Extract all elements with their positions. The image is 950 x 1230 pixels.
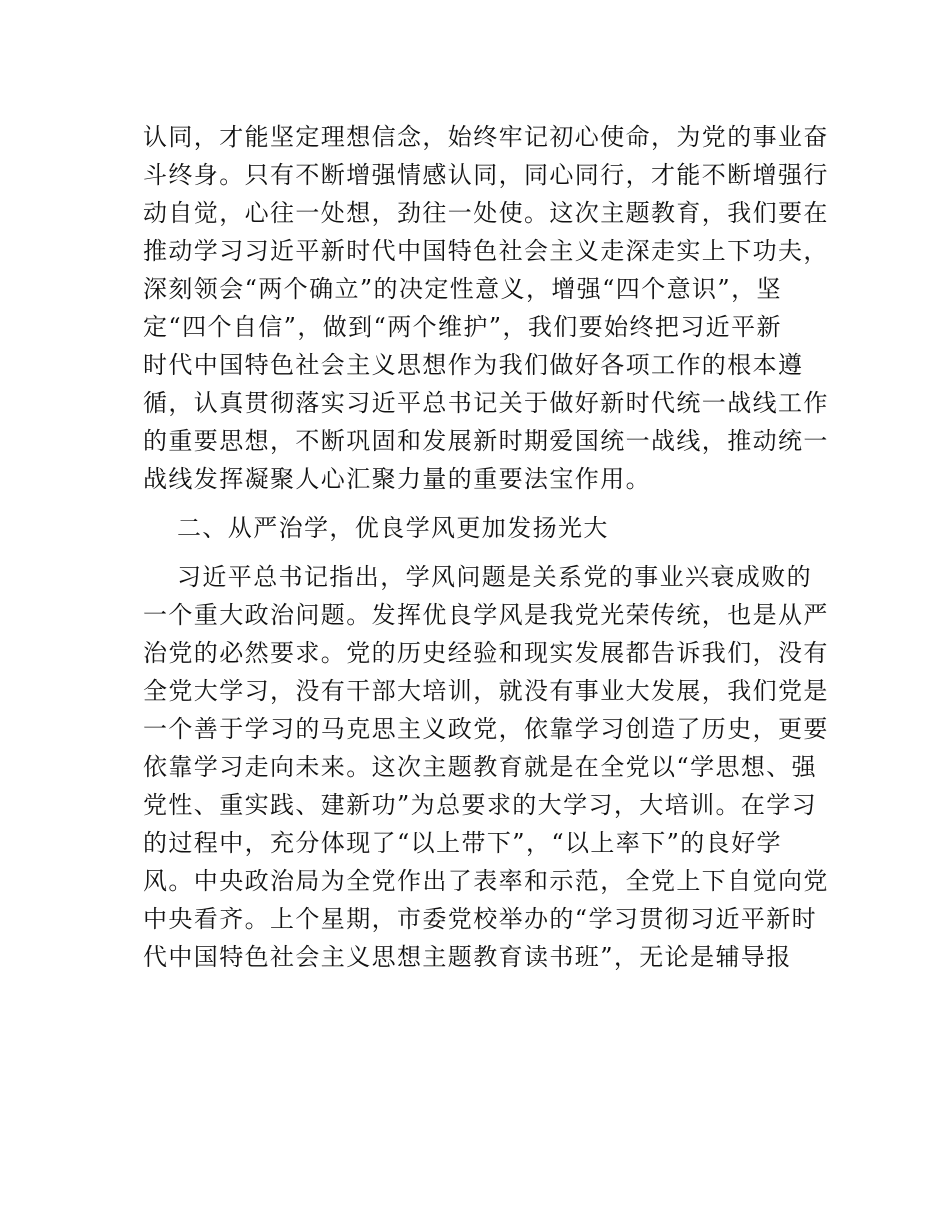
paragraph-line: 代中国特色社会主义思想主题教育读书班”，无论是辅导报: [143, 943, 792, 971]
paragraph-line: 定“四个自信”，做到“两个维护”，我们要始终把习近平新: [143, 313, 782, 341]
paragraph-line: 中央看齐。上个星期，市委党校举办的“学习贯彻习近平新时: [143, 905, 818, 933]
paragraph-1: [143, 118, 843, 498]
paragraph-line: 时代中国特色社会主义思想作为我们做好各项工作的根本遵: [143, 351, 804, 379]
paragraph-line: 党性、重实践、建新功”为总要求的大学习，大培训。在学习: [143, 791, 818, 819]
paragraph-line: 风。中央政治局为全党作出了表率和示范，全党上下自觉向党: [143, 867, 829, 895]
paragraph-line: 一个善于学习的马克思主义政党，依靠学习创造了历史，更要: [143, 715, 829, 743]
paragraph-2: [143, 558, 843, 976]
paragraph-line: 一个重大政治问题。发挥优良学风是我党光荣传统，也是从严: [143, 601, 829, 629]
paragraph-line: 循，认真贯彻落实习近平总书记关于做好新时代统一战线工作: [143, 389, 829, 417]
paragraph-line: 的过程中，充分体现了“以上带下”，“以上率下”的良好学: [143, 829, 782, 857]
paragraph-line: 的重要思想，不断巩固和发展新时期爱国统一战线，推动统一: [143, 427, 829, 455]
paragraph-gap: [143, 498, 843, 509]
paragraph-line: 战线发挥凝聚人心汇聚力量的重要法宝作用。: [143, 465, 651, 493]
paragraph-line: 动自觉，心往一处想，劲往一处使。这次主题教育，我们要在: [143, 199, 829, 227]
paragraph-line: 推动学习习近平新时代中国特色社会主义走深走实上下功夫，: [143, 237, 829, 265]
section-heading: 二、从严治学，优良学风更加发扬光大: [177, 514, 609, 542]
paragraph-line: 治党的必然要求。党的历史经验和现实发展都告诉我们，没有: [143, 639, 829, 667]
paragraph-line: 深刻领会“两个确立”的决定性意义，增强“四个意识”，坚: [143, 275, 782, 303]
paragraph-gap: [143, 547, 843, 558]
document-body: [143, 118, 843, 976]
paragraph-line: 认同，才能坚定理想信念，始终牢记初心使命，为党的事业奋: [143, 123, 829, 151]
paragraph-line: 全党大学习，没有干部大培训，就没有事业大发展，我们党是: [143, 677, 829, 705]
paragraph-line: 斗终身。只有不断增强情感认同，同心同行，才能不断增强行: [143, 161, 829, 189]
paragraph-line: 习近平总书记指出，学风问题是关系党的事业兴衰成败的: [177, 563, 812, 591]
paragraph-line: 依靠学习走向未来。这次主题教育就是在全党以“学思想、强: [143, 753, 818, 781]
